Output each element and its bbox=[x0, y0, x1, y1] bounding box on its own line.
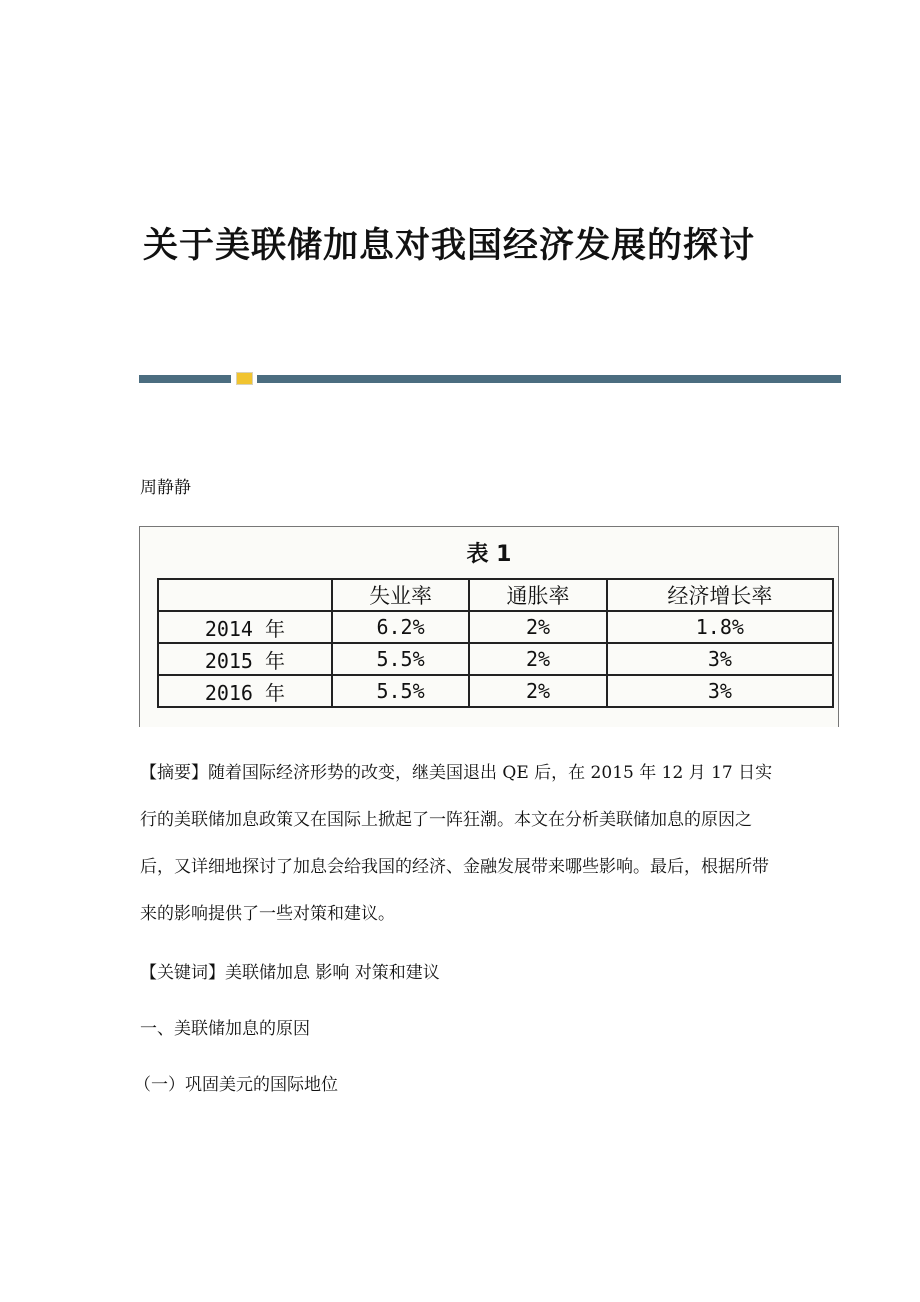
table-cell: 2% bbox=[469, 611, 606, 643]
header-cell bbox=[158, 579, 332, 611]
document-title: 关于美联储加息对我国经济发展的探讨 bbox=[143, 225, 756, 266]
header-cell: 经济增长率 bbox=[607, 579, 833, 611]
section-heading: 一、美联储加息的原因 bbox=[140, 1019, 310, 1039]
table-row bbox=[158, 611, 833, 643]
header-cell: 通胀率 bbox=[469, 579, 606, 611]
author: 周静静 bbox=[140, 478, 191, 498]
table-cell: 2% bbox=[469, 675, 606, 707]
divider-rule-left bbox=[139, 375, 231, 383]
table-header-row bbox=[158, 579, 833, 611]
envelope-icon bbox=[236, 372, 253, 385]
table-cell: 2015 年 bbox=[158, 643, 332, 675]
table-cell: 2% bbox=[469, 643, 606, 675]
table-cell: 6.2% bbox=[332, 611, 469, 643]
data-table bbox=[157, 578, 834, 708]
table-row bbox=[158, 675, 833, 707]
abstract: 【摘要】随着国际经济形势的改变，继美国退出 QE 后，在 2015 年 12 月 17 日实行的美联储加息政策又在国际上掀起了一阵狂潮。本文在分析美联储加息的原因之后，又详细地探讨了加息会给我国的经济、金融发展带来哪些影响。最后，根据所带来的影响提供了一些对策和建议。 bbox=[140, 763, 773, 924]
table-cell: 1.8% bbox=[607, 611, 833, 643]
table-cell: 5.5% bbox=[332, 643, 469, 675]
keywords: 【关键词】美联储加息 影响 对策和建议 bbox=[140, 963, 440, 983]
divider-rule-right bbox=[257, 375, 841, 383]
table-cell: 3% bbox=[607, 643, 833, 675]
table-caption: 表 1 bbox=[466, 542, 512, 567]
table-cell: 5.5% bbox=[332, 675, 469, 707]
table-cell: 2016 年 bbox=[158, 675, 332, 707]
subsection-heading: （一）巩固美元的国际地位 bbox=[134, 1075, 338, 1095]
table-row bbox=[158, 643, 833, 675]
table-figure bbox=[139, 526, 839, 727]
header-cell: 失业率 bbox=[332, 579, 469, 611]
table-cell: 3% bbox=[607, 675, 833, 707]
table-cell: 2014 年 bbox=[158, 611, 332, 643]
